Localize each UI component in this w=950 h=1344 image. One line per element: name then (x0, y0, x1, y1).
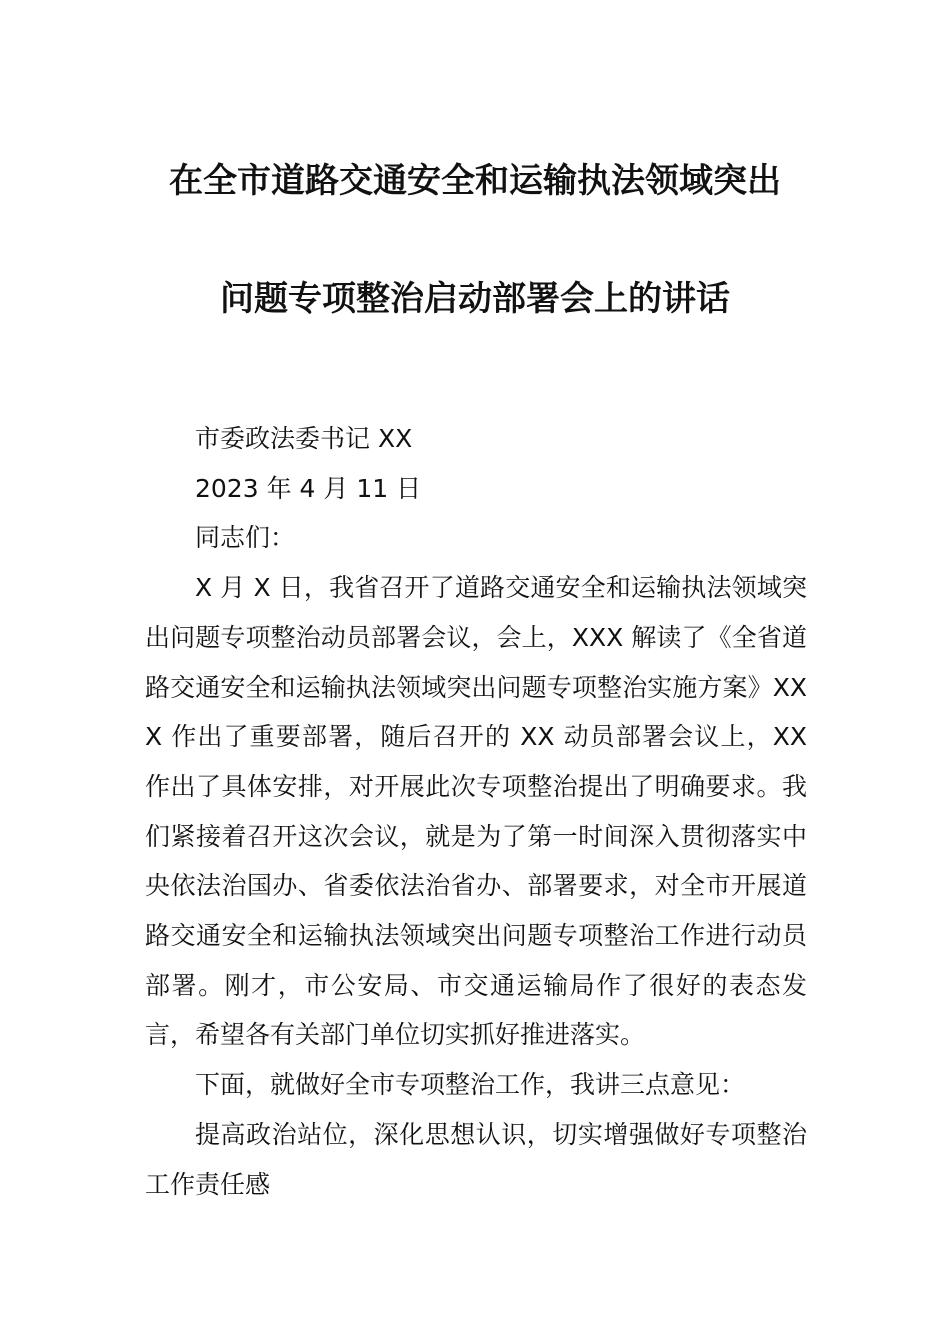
salutation: 同志们： (195, 523, 296, 553)
author-line: 市委政法委书记 XX (195, 424, 413, 453)
date-line: 2023 年 4 月 11 日 (195, 473, 422, 503)
document-title-line-2: 问题专项整治启动部署会上的讲话 (220, 279, 730, 319)
document-title-line-1: 在全市道路交通安全和运输执法领域突出 (169, 161, 781, 201)
document-body (145, 414, 807, 1209)
paragraph-outline: 下面，就做好全市专项整治工作，我讲三点意见： (195, 1070, 746, 1100)
section-heading-1: 提高政治站位，深化思想认识，切实增强做好专项整治工作责任感 (145, 1119, 807, 1199)
paragraph-intro: X 月 X 日，我省召开了道路交通安全和运输执法领域突出问题专项整治动员部署会议，会上，XXX 解读了《全省道路交通安全和运输执法领域突出问题专项整治实施方案》XXX 作出了重要部署，随后召开的 XX 动员部署会议上，XX 作出了具体安排，对开展此次专项整治提出了明确要求。我们紧接着召开这次会议，就是为了第一时间深入贯彻落实中央依法治国办、省委依法治省办、部署要求，对全市开展道路交通安全和运输执法领域突出问题专项整治工作进行动员部署。刚才，市公安局、市交通运输局作了很好的表态发言，希望各有关部门单位切实抓好推进落实。 (145, 573, 807, 1050)
